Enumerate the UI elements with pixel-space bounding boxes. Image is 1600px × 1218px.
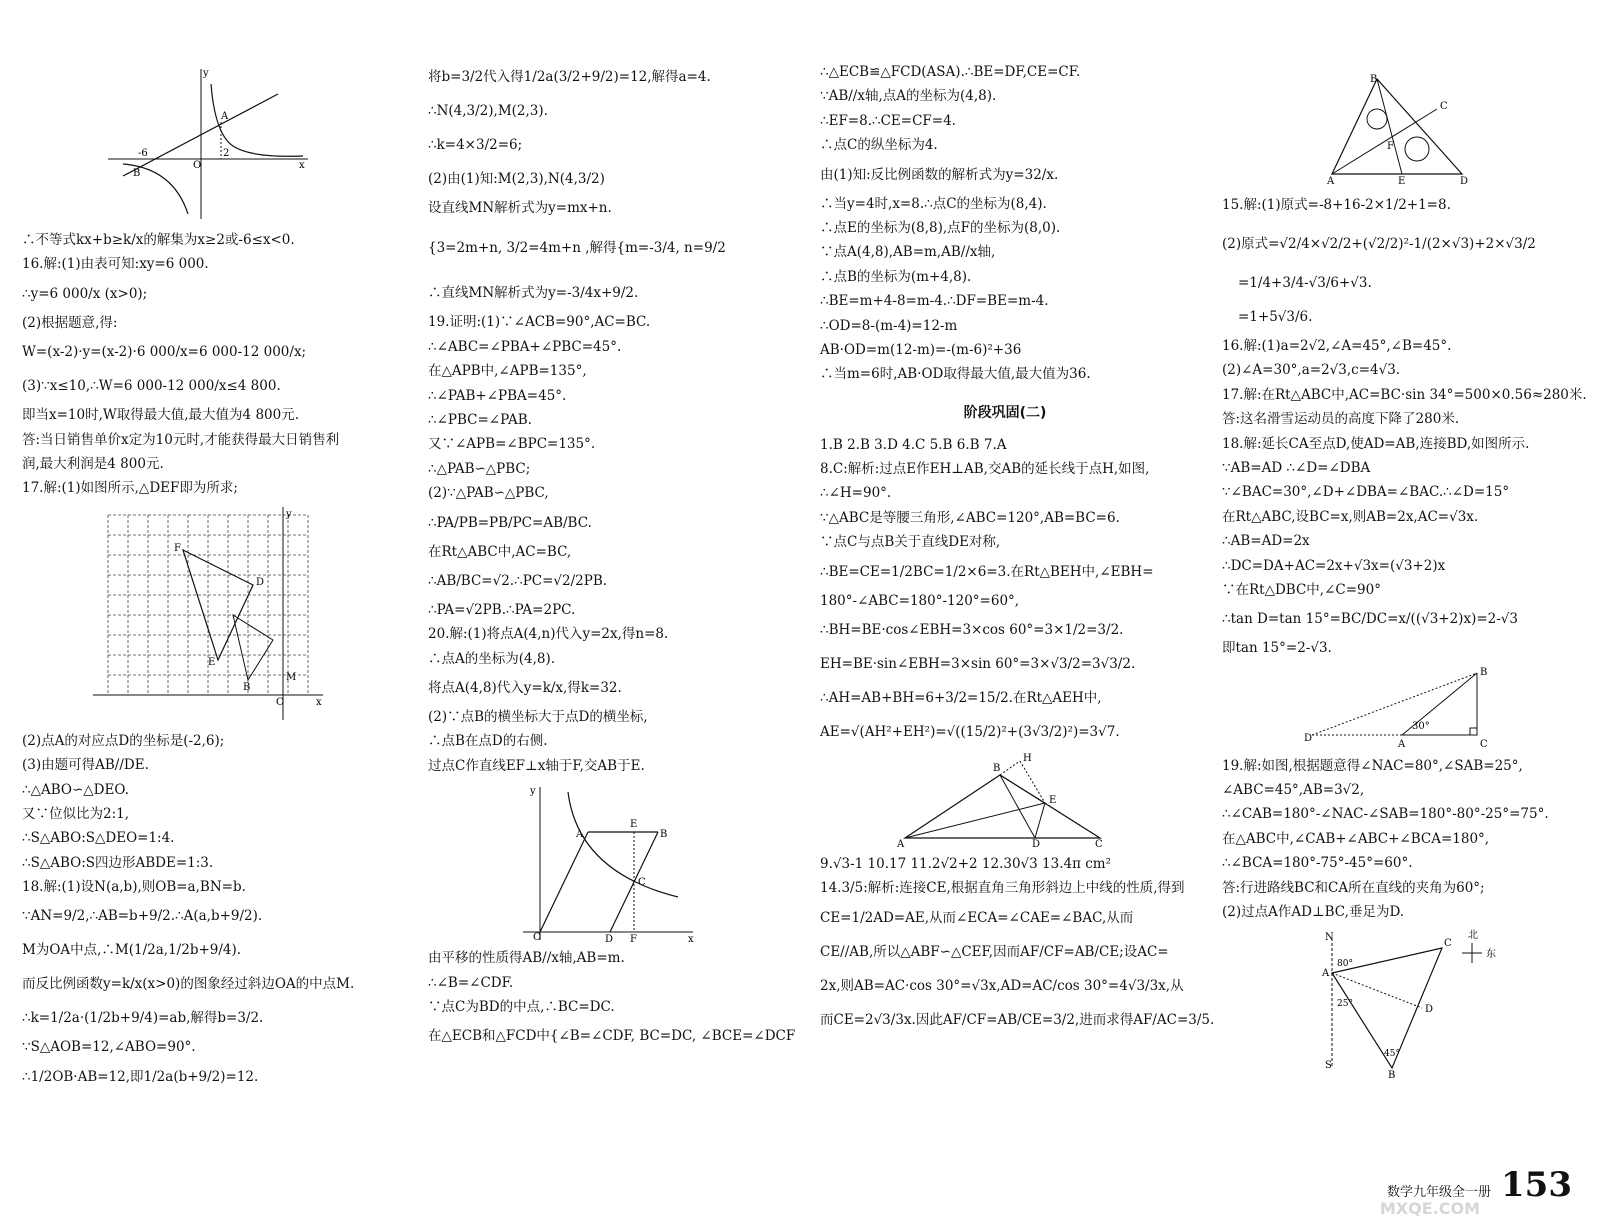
- svg-text:y: y: [203, 68, 209, 79]
- svg-text:H: H: [1023, 753, 1032, 765]
- text-line: 在Rt△ABC,设BC=x,则AB=2x,AC=√3x.: [1222, 508, 1479, 525]
- svg-text:x: x: [299, 160, 305, 171]
- text-line: 9.√3-1 10.17 11.2√2+2 12.30√3 13.4π cm²: [820, 856, 1112, 873]
- svg-text:F: F: [630, 934, 637, 943]
- svg-text:C: C: [1440, 101, 1448, 112]
- svg-text:C: C: [1095, 839, 1103, 849]
- column-4: [1222, 70, 1587, 1082]
- text-line: ∴△PAB∽△PBC;: [428, 460, 531, 477]
- text-line: ∴S△ABO:S△DEO=1:4.: [22, 830, 175, 847]
- text-line: ∴当m=6时,AB·OD取得最大值,最大值为36.: [820, 366, 1091, 383]
- text-line: (2)∠A=30°,a=2√3,c=4√3.: [1222, 362, 1401, 379]
- text-line: {3=2m+n, 3/2=4m+n ,解得{m=-3/4, n=9/2: [428, 240, 726, 257]
- text-line: ∴直线MN解析式为y=-3/4x+9/2.: [428, 285, 639, 302]
- text-line: ∴DC=DA+AC=2x+√3x=(√3+2)x: [1222, 557, 1446, 574]
- text-line: ∴S△ABO:S四边形ABDE=1:3.: [22, 854, 214, 871]
- watermark: MXQE.COM: [1379, 1199, 1480, 1218]
- svg-text:B: B: [133, 168, 141, 179]
- text-line: ∵∠BAC=30°,∠D+∠DBA=∠BAC.∴∠D=15°: [1222, 484, 1510, 501]
- svg-text:北: 北: [1468, 930, 1478, 942]
- svg-text:D: D: [1304, 732, 1313, 744]
- text-line: ∴AH=AB+BH=6+3/2=15/2.在Rt△AEH中,: [820, 690, 1102, 707]
- svg-text:N: N: [1325, 932, 1334, 944]
- page-number: 153: [1501, 1165, 1572, 1205]
- grid-figure: [88, 505, 328, 725]
- svg-text:D: D: [1032, 839, 1041, 849]
- svg-text:y: y: [286, 508, 292, 520]
- text-line: (2)原式=√2/4×√2/2+(√2/2)²-1/(2×√3)+2×√3/2: [1222, 236, 1536, 252]
- svg-text:C: C: [1444, 938, 1452, 950]
- svg-text:B: B: [243, 681, 251, 693]
- text-line: ∵AN=9/2,∴AB=b+9/2.∴A(a,b+9/2).: [22, 908, 263, 925]
- text-line: ∴PA/PB=PB/PC=AB/BC.: [428, 514, 592, 531]
- text-line: 17.解:在Rt△ABC中,AC=BC·sin 34°=500×0.56≈280米.: [1222, 386, 1587, 403]
- text-line: ∵在Rt△DBC中,∠C=90°: [1222, 581, 1381, 598]
- svg-text:A: A: [576, 829, 584, 841]
- text-line: ∴△ABO∽△DEO.: [22, 781, 129, 798]
- text-line: ∴EF=8.∴CE=CF=4.: [820, 112, 956, 129]
- text-line: AB·OD=m(12-m)=-(m-6)²+36: [820, 341, 1022, 358]
- text-line: ∴PA=√2PB.∴PA=2PC.: [428, 601, 576, 618]
- text-line: M为OA中点,∴M(1/2a,1/2b+9/4).: [22, 942, 242, 959]
- svg-text:E: E: [630, 819, 638, 831]
- text-line: 17.解:(1)如图所示,△DEF即为所求;: [22, 480, 238, 497]
- svg-text:F: F: [1387, 141, 1394, 152]
- svg-text:F: F: [174, 542, 181, 554]
- text-line: 1.B 2.B 3.D 4.C 5.B 6.B 7.A: [820, 436, 1007, 453]
- text-line: 又∵位似比为2:1,: [22, 805, 130, 822]
- column-1: [22, 60, 394, 1094]
- book-title: 数学九年级全一册: [1387, 1185, 1492, 1200]
- text-line: ∵点A(4,8),AB=m,AB//x轴,: [820, 244, 996, 261]
- text-line: 19.证明:(1)∵∠ACB=90°,AC=BC.: [428, 314, 651, 331]
- text-line: 润,最大利润是4 800元.: [22, 455, 164, 472]
- text-line: 答:这名滑雪运动员的高度下降了280米.: [1222, 411, 1460, 428]
- svg-text:30°: 30°: [1412, 720, 1430, 732]
- text-line: ∴OD=8-(m-4)=12-m: [820, 317, 958, 334]
- text-line: 14.3/5:解析:连接CE,根据直角三角形斜边上中线的性质,得到: [820, 880, 1185, 897]
- text-line: ∵点C为BD的中点,∴BC=DC.: [428, 999, 615, 1016]
- text-line: ∴BE=CE=1/2BC=1/2×6=3.在Rt△BEH中,∠EBH=: [820, 563, 1154, 580]
- triangle-figure: [895, 753, 1115, 848]
- text-line: ∵点C与点B关于直线DE对称,: [820, 534, 1001, 551]
- text-line: ∴∠CAB=180°-∠NAC-∠SAB=180°-80°-25°=75°.: [1222, 806, 1549, 823]
- page-footer: [1387, 1165, 1572, 1205]
- svg-text:A: A: [221, 111, 229, 122]
- text-line: (2)过点A作AD⊥BC,垂足为D.: [1222, 904, 1405, 921]
- svg-text:-6: -6: [138, 148, 148, 159]
- text-line: 16.解:(1)a=2√2,∠A=45°,∠B=45°.: [1222, 338, 1452, 354]
- text-line: ∴AB=AD=2x: [1222, 533, 1310, 550]
- text-line: ∴∠B=∠CDF.: [428, 974, 514, 991]
- text-line: 答:当日销售单价x定为10元时,才能获得最大日销售利: [22, 431, 340, 448]
- text-line: 180°-∠ABC=180°-120°=60°,: [820, 592, 1020, 609]
- text-line: ∴1/2OB·AB=12,即1/2a(b+9/2)=12.: [22, 1068, 259, 1085]
- svg-text:E: E: [1398, 176, 1406, 184]
- text-line: ∴不等式kx+b≥k/x的解集为x≥2或-6≤x<0.: [22, 232, 295, 248]
- text-line: ∴y=6 000/x (x>0);: [22, 285, 148, 302]
- svg-text:C: C: [1480, 738, 1488, 750]
- text-line: 18.解:延长CA至点D,使AD=AB,连接BD,如图所示.: [1222, 435, 1530, 452]
- text-line: ∵△ABC是等腰三角形,∠ABC=120°,AB=BC=6.: [820, 509, 1120, 526]
- svg-text:x: x: [688, 934, 694, 943]
- svg-text:B: B: [1480, 666, 1488, 678]
- graph-figure-2: [518, 782, 698, 942]
- section-title: 阶段巩固(二): [963, 404, 1047, 421]
- text-line: 答:行进路线BC和CA所在直线的夹角为60°;: [1222, 879, 1485, 896]
- text-line: ∴点B在点D的右侧.: [428, 733, 548, 750]
- text-line: (2)点A的对应点D的坐标是(-2,6);: [22, 732, 225, 749]
- text-line: ∴点C的纵坐标为4.: [820, 137, 938, 154]
- text-line: 即当x=10时,W取得最大值,最大值为4 800元.: [22, 407, 300, 424]
- text-line: ∵AB=AD ∴∠D=∠DBA: [1222, 459, 1371, 476]
- text-line: =1/4+3/4-√3/6+√3.: [1238, 275, 1372, 291]
- text-line: ∠ABC=45°,AB=3√2,: [1222, 782, 1365, 799]
- text-line: 在△ECB和△FCD中{∠B=∠CDF, BC=DC, ∠BCE=∠DCF: [428, 1028, 796, 1045]
- text-line: ∴当y=4时,x=8.∴点C的坐标为(8,4).: [820, 195, 1047, 212]
- svg-text:A: A: [897, 839, 905, 849]
- svg-text:O: O: [276, 696, 285, 708]
- text-line: ∴点A的坐标为(4,8).: [428, 650, 556, 667]
- text-line: ∴点B的坐标为(m+4,8).: [820, 268, 972, 285]
- text-line: 在△APB中,∠APB=135°,: [428, 363, 587, 380]
- text-line: ∴k=4×3/2=6;: [428, 137, 523, 153]
- text-line: ∴点E的坐标为(8,8),点F的坐标为(8,0).: [820, 219, 1061, 236]
- svg-text:D: D: [1460, 176, 1469, 184]
- text-line: 18.解:(1)设N(a,b),则OB=a,BN=b.: [22, 879, 246, 896]
- svg-text:A: A: [1327, 176, 1335, 184]
- text-line: ∴∠ABC=∠PBA+∠PBC=45°.: [428, 338, 622, 355]
- svg-text:80°: 80°: [1337, 959, 1353, 970]
- text-line: (2)由(1)知:M(2,3),N(4,3/2): [428, 171, 605, 187]
- text-line: 将点A(4,8)代入y=k/x,得k=32.: [428, 680, 622, 697]
- text-line: EH=BE·sin∠EBH=3×sin 60°=3×√3/2=3√3/2.: [820, 656, 1136, 673]
- svg-text:D: D: [605, 934, 614, 943]
- text-line: ∴∠BCA=180°-75°-45°=60°.: [1222, 855, 1413, 872]
- text-line: ∴∠PBC=∠PAB.: [428, 411, 532, 428]
- text-line: ∴AB/BC=√2.∴PC=√2/2PB.: [428, 572, 608, 589]
- text-line: 而反比例函数y=k/x(x>0)的图象经过斜边OA的中点M.: [22, 976, 355, 993]
- text-line: 8.C:解析:过点E作EH⊥AB,交AB的延长线于点H,如图,: [820, 461, 1150, 478]
- svg-text:A: A: [1322, 968, 1330, 980]
- text-line: (2)∵点B的横坐标大于点D的横坐标,: [428, 709, 648, 726]
- text-line: W=(x-2)·y=(x-2)·6 000/x=6 000-12 000/x;: [22, 344, 307, 361]
- text-line: 即tan 15°=2-√3.: [1222, 640, 1332, 657]
- text-line: 设直线MN解析式为y=mx+n.: [428, 200, 612, 216]
- svg-text:E: E: [1049, 795, 1057, 807]
- text-line: CE=1/2AD=AE,从而∠ECA=∠CAE=∠BAC,从而: [820, 909, 1134, 926]
- svg-text:2: 2: [223, 148, 230, 159]
- svg-text:M: M: [286, 671, 297, 683]
- text-line: 2x,则AB=AC·cos 30°=√3x,AD=AC/cos 30°=4√3/3x,从: [820, 977, 1184, 994]
- svg-text:B: B: [993, 763, 1001, 775]
- text-line: ∴tan D=tan 15°=BC/DC=x/((√3+2)x)=2-√3: [1222, 611, 1518, 628]
- svg-text:S: S: [1325, 1060, 1332, 1072]
- text-line: (2)根据题意,得:: [22, 314, 118, 331]
- text-line: ∴N(4,3/2),M(2,3).: [428, 103, 548, 119]
- text-line: 由(1)知:反比例函数的解析式为y=32/x.: [820, 166, 1059, 183]
- column-3: [820, 60, 1215, 1037]
- svg-text:C: C: [638, 877, 646, 889]
- text-line: ∴k=1/2a·(1/2b+9/4)=ab,解得b=3/2.: [22, 1010, 264, 1027]
- bearing-figure: [1292, 928, 1512, 1078]
- svg-text:E: E: [208, 656, 216, 668]
- angle-figure: [1302, 665, 1502, 750]
- text-line: 16.解:(1)由表可知:xy=6 000.: [22, 256, 209, 273]
- text-line: 而CE=2√3/3x.因此AF/CF=AB/CE=3/2,进而求得AF/AC=3/5.: [820, 1011, 1215, 1028]
- text-line: 在△ABC中,∠CAB+∠ABC+∠BCA=180°,: [1222, 830, 1490, 847]
- text-line: ∵AB//x轴,点A的坐标为(4,8).: [820, 88, 997, 105]
- svg-text:D: D: [256, 576, 265, 588]
- text-line: ∵S△AOB=12,∠ABO=90°.: [22, 1039, 196, 1056]
- svg-text:45°: 45°: [1384, 1049, 1400, 1060]
- text-line: (3)∵x≤10,∴W=6 000-12 000/x≤4 800.: [22, 378, 281, 395]
- text-line: 过点C作直线EF⊥x轴于F,交AB于E.: [428, 757, 645, 774]
- text-line: ∴△ECB≌△FCD(ASA).∴BE=DF,CE=CF.: [820, 64, 1081, 80]
- text-line: ∴∠H=90°.: [820, 485, 892, 502]
- text-line: 在Rt△ABC中,AC=BC,: [428, 543, 572, 560]
- svg-text:O: O: [193, 160, 202, 171]
- svg-text:A: A: [1398, 738, 1406, 750]
- column-2: [428, 60, 796, 1053]
- svg-text:B: B: [1370, 74, 1378, 85]
- text-line: (3)由题可得AB//DE.: [22, 757, 149, 774]
- svg-text:x: x: [316, 696, 322, 708]
- text-line: ∴BE=m+4-8=m-4.∴DF=BE=m-4.: [820, 293, 1049, 310]
- text-line: 又∵∠APB=∠BPC=135°.: [428, 436, 596, 453]
- svg-text:25°: 25°: [1337, 999, 1353, 1010]
- svg-text:B: B: [660, 829, 668, 841]
- svg-text:D: D: [1425, 1004, 1434, 1016]
- text-line: 由平移的性质得AB//x轴,AB=m.: [428, 950, 625, 967]
- text-line: 20.解:(1)将点A(4,n)代入y=2x,得n=8.: [428, 626, 669, 643]
- svg-text:B: B: [1388, 1070, 1396, 1079]
- circles-triangle-figure: [1322, 74, 1482, 184]
- text-line: 19.解:如图,根据题意得∠NAC=80°,∠SAB=25°,: [1222, 757, 1523, 774]
- text-line: ∴BH=BE·cos∠EBH=3×cos 60°=3×1/2=3/2.: [820, 622, 1124, 639]
- svg-text:y: y: [530, 786, 536, 798]
- graph-figure-1: [103, 64, 313, 224]
- svg-text:东: 东: [1486, 949, 1496, 961]
- text-line: 将b=3/2代入得1/2a(3/2+9/2)=12,解得a=4.: [428, 69, 711, 85]
- text-line: (2)∵△PAB∽△PBC,: [428, 485, 549, 502]
- text-line: =1+5√3/6.: [1238, 309, 1313, 325]
- text-line: AE=√(AH²+EH²)=√((15/2)²+(3√3/2)²)=3√7.: [820, 724, 1120, 741]
- text-line: 15.解:(1)原式=-8+16-2×1/2+1=8.: [1222, 197, 1451, 213]
- svg-text:O: O: [533, 932, 542, 943]
- text-line: ∴∠PAB+∠PBA=45°.: [428, 387, 567, 404]
- text-line: CE//AB,所以△ABF∽△CEF,因而AF/CF=AB/CE;设AC=: [820, 943, 1169, 960]
